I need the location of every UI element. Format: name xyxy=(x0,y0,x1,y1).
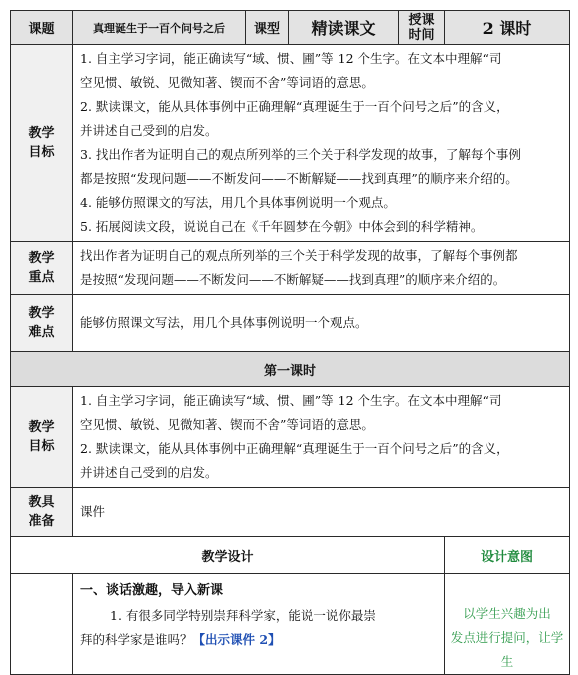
hours-label xyxy=(399,11,445,45)
period-goals-content xyxy=(73,387,570,488)
key-line: 是按照“发现问题——不断发问——不断解疑——找到真理”的顺序来介绍的。 xyxy=(80,272,506,287)
intent-line: 以学生兴趣为出 xyxy=(463,606,551,621)
period-goals-label-line-1: 教学 xyxy=(28,420,55,435)
key-line: 找出作者为证明自己的观点所列举的三个关于科学发现的故事，了解每个事例都 xyxy=(80,248,518,263)
intent-header: 设计意图 xyxy=(445,537,570,574)
header-row xyxy=(11,11,570,45)
type-label: 课型 xyxy=(246,11,289,45)
lesson-label: 课题 xyxy=(11,11,73,45)
period-band-row xyxy=(11,352,570,387)
prep-label-line-2: 准备 xyxy=(28,514,55,529)
difficulty-label-line-1: 教学 xyxy=(28,306,55,321)
key-row xyxy=(11,242,570,295)
goal-line: 5. 拓展阅读文段，说说自己在《千年圆梦在今朝》中体会到的科学精神。 xyxy=(80,219,484,234)
hours-label-line-2: 时间 xyxy=(408,27,435,43)
difficulty-label-line-2: 难点 xyxy=(28,325,55,340)
step-title: 一、谈话激趣，导入新课 xyxy=(80,583,224,598)
goal-line: 都是按照“发现问题——不断发问——不断解疑——找到真理”的顺序来介绍的。 xyxy=(80,171,518,186)
step-line: 1. 有很多同学特别崇拜科学家，能说一说你最崇 xyxy=(110,608,376,623)
goal-line: 4. 能够仿照课文的写法，用几个具体事例说明一个观点。 xyxy=(80,195,396,210)
design-header: 教学设计 xyxy=(11,537,445,574)
goals-label-line-2: 目标 xyxy=(28,145,55,160)
goal-line: 空见惯、敏锐、见微知著、锲而不舍”等词语的意思。 xyxy=(80,75,374,90)
design-body-row xyxy=(11,574,570,675)
courseware-tag: 【出示课件 2】 xyxy=(192,632,281,647)
prep-row xyxy=(11,488,570,537)
design-header-row xyxy=(11,537,570,574)
period-goals-row xyxy=(11,387,570,488)
prep-label xyxy=(11,488,73,537)
goals-content xyxy=(73,45,570,242)
step-line-text: 拜的科学家是谁吗？ xyxy=(80,632,193,647)
period-goal-line: 空见惯、敏锐、见微知著、锲而不舍”等词语的意思。 xyxy=(80,417,374,432)
period-goal-line: 并讲述自己受到的启发。 xyxy=(80,465,218,480)
difficulty-label xyxy=(11,295,73,352)
goal-line: 3. 找出作者为证明自己的观点所列举的三个关于科学发现的故事，了解每个事例 xyxy=(80,147,521,162)
period-goals-label xyxy=(11,387,73,488)
key-label-line-2: 重点 xyxy=(28,270,55,285)
key-label-line-1: 教学 xyxy=(28,251,55,266)
lesson-title: 真理诞生于一百个问号之后 xyxy=(73,11,246,45)
step-content xyxy=(73,574,445,675)
key-label xyxy=(11,242,73,295)
difficulty-content: 能够仿照课文写法，用几个具体事例说明一个观点。 xyxy=(73,295,570,352)
goals-label xyxy=(11,45,73,242)
goals-label-line-1: 教学 xyxy=(28,126,55,141)
design-empty-cell xyxy=(11,574,73,675)
intent-content xyxy=(445,574,570,675)
goal-line: 1. 自主学习字词，能正确读写“域、惯、圃”等 12 个生字。在文本中理解“司 xyxy=(80,51,502,66)
period-goal-line: 2. 默读课文，能从具体事例中正确理解“真理诞生于一百个问号之后”的含义， xyxy=(80,441,509,456)
first-period-title: 第一课时 xyxy=(11,352,570,387)
prep-label-line-1: 教具 xyxy=(28,495,55,510)
goals-row xyxy=(11,45,570,242)
intent-line: 发点进行提问，让学生 xyxy=(450,630,564,669)
hours-label-line-1: 授课 xyxy=(408,12,435,28)
type-value: 精读课文 xyxy=(289,11,399,45)
step-line xyxy=(80,628,438,652)
hours-value: 2 课时 xyxy=(445,11,570,45)
goal-line: 2. 默读课文，能从具体事例中正确理解“真理诞生于一百个问号之后”的含义， xyxy=(80,99,509,114)
lesson-plan-table xyxy=(10,10,570,675)
key-content xyxy=(73,242,570,295)
period-goal-line: 1. 自主学习字词，能正确读写“域、惯、圃”等 12 个生字。在文本中理解“司 xyxy=(80,393,502,408)
goal-line: 并讲述自己受到的启发。 xyxy=(80,123,218,138)
period-goals-label-line-2: 目标 xyxy=(28,439,55,454)
prep-content: 课件 xyxy=(73,488,570,537)
difficulty-row xyxy=(11,295,570,352)
